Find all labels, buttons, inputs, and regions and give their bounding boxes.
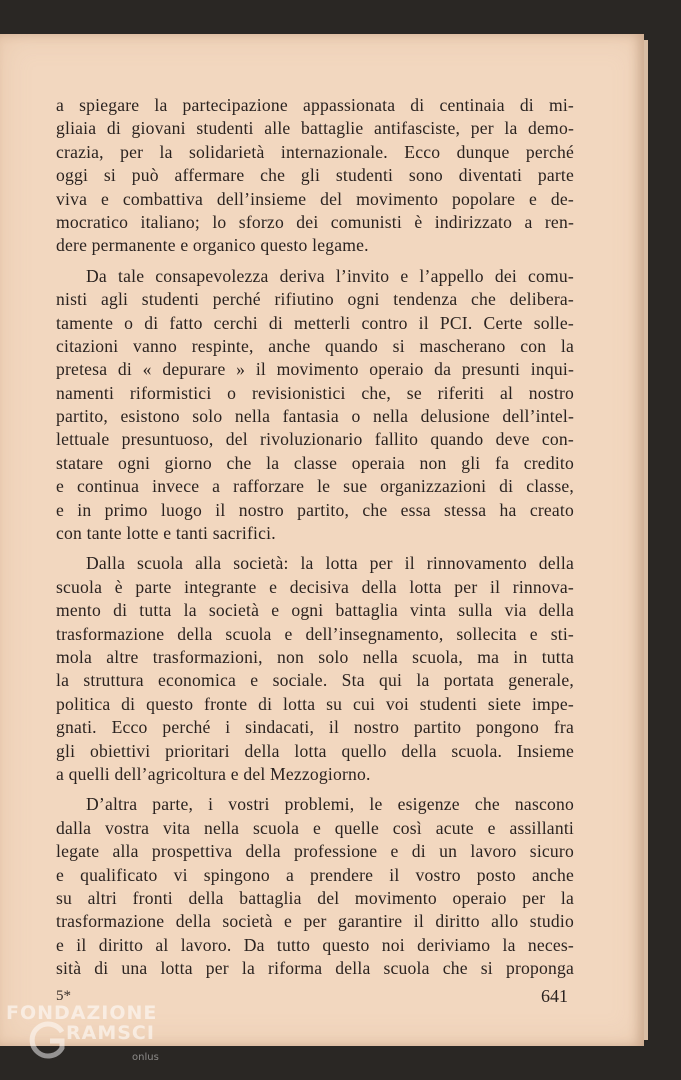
body-text xyxy=(56,94,574,987)
paragraph-3 xyxy=(56,552,574,786)
text-line: e il diritto al lavoro. Da tutto questo noi deriviamo la neces- xyxy=(56,934,574,955)
text-line: e in primo luogo il nostro partito, che essa stessa ha creato xyxy=(56,499,574,520)
text-line: scuola è parte integrante e decisiva della lotta per il rinnova- xyxy=(56,576,574,597)
page-edge xyxy=(644,40,648,1040)
text-line: la struttura economica e sociale. Sta qui la portata generale, xyxy=(56,670,574,691)
text-line: mento di tutta la società e ogni battaglia vinta sulla via della xyxy=(56,600,574,621)
watermark-suffix: onlus xyxy=(132,1052,159,1063)
text-line: citazioni vanno respinte, anche quando si mascherano con la xyxy=(56,335,574,356)
text-line: mocratico italiano; lo sforzo dei comunisti è indirizzato a ren- xyxy=(56,211,574,232)
text-line: a quelli dell’agricoltura e del Mezzogiorno. xyxy=(56,763,371,784)
text-line: mola altre trasformazioni, non solo nella scuola, ma in tutta xyxy=(56,646,574,667)
text-line: oggi si può affermare che gli studenti sono diventati parte xyxy=(56,165,574,186)
text-line: a spiegare la partecipazione appassionata di centinaia di mi- xyxy=(56,95,574,115)
signature-mark: 5* xyxy=(56,988,71,1004)
text-line: trasformazione della società e per garantire il diritto allo studio xyxy=(56,911,574,932)
text-line: e qualificato vi spingono a prendere il vostro posto anche xyxy=(56,864,574,885)
paragraph-1 xyxy=(56,94,574,258)
text-line: con tante lotte e tanti sacrifici. xyxy=(56,523,276,544)
paragraph-2 xyxy=(56,265,574,546)
text-line: nisti agli studenti perché rifiutino ogni tendenza che delibera- xyxy=(56,289,574,310)
text-line: gli obiettivi prioritari della lotta quello della scuola. Insieme xyxy=(56,740,574,761)
text-line: viva e combattiva dell’insieme del movimento popolare e de- xyxy=(56,188,574,209)
text-line: politica di questo fronte di lotta su cui voi studenti siete impe- xyxy=(56,693,574,714)
text-line: trasformazione della scuola e dell’insegnamento, sollecita e sti- xyxy=(56,623,574,644)
text-line: statare ogni giorno che la classe operaia non gli fa credito xyxy=(56,452,574,473)
text-line: legate alla prospettiva della professione e di un lavoro sicuro xyxy=(56,841,574,862)
watermark-line-2: RAMSCI xyxy=(66,1022,155,1044)
text-line: partito, esistono solo nella fantasia o nella delusione dell’intel- xyxy=(56,406,574,427)
text-line: sità di una lotta per la riforma della scuola che si proponga xyxy=(56,958,574,979)
text-line: dalla vostra vita nella scuola e quelle così acute e assillanti xyxy=(56,817,574,838)
page-number: 641 xyxy=(541,986,568,1006)
text-line: tamente o di fatto cerchi di metterli contro il PCI. Certe solle- xyxy=(56,312,574,333)
text-line: gnati. Ecco perché i sindacati, il nostro partito pongono fra xyxy=(56,717,574,738)
text-line: Da tale consapevolezza deriva l’invito e l’appello dei comu- xyxy=(86,265,574,286)
text-line: crazia, per la solidarietà internazionale. Ecco dunque perché xyxy=(56,141,574,162)
text-line: pretesa di « depurare » il movimento operaio da presunti inqui- xyxy=(56,359,574,380)
text-line: e continua invece a rafforzare le sue organizzazioni di classe, xyxy=(56,476,574,497)
text-line: D’altra parte, i vostri problemi, le esigenze che nascono xyxy=(86,794,574,815)
text-line: dere permanente e organico questo legame. xyxy=(56,235,369,256)
text-line: su altri fronti della battaglia del movimento operaio per la xyxy=(56,887,574,908)
watermark xyxy=(6,1002,159,1063)
watermark-line-1: FONDAZIONE xyxy=(6,1002,158,1024)
text-line: namenti riformistici o revisionistici che, se riferiti al nostro xyxy=(56,382,574,403)
g-logo-icon xyxy=(28,1020,68,1060)
paragraph-4 xyxy=(56,793,574,980)
text-line: gliaia di giovani studenti alle battaglie antifasciste, per la demo- xyxy=(56,118,574,139)
text-line: lettuale presuntuoso, del rivoluzionario fallito quando deve con- xyxy=(56,429,574,450)
text-line: Dalla scuola alla società: la lotta per il rinnovamento della xyxy=(86,553,574,574)
